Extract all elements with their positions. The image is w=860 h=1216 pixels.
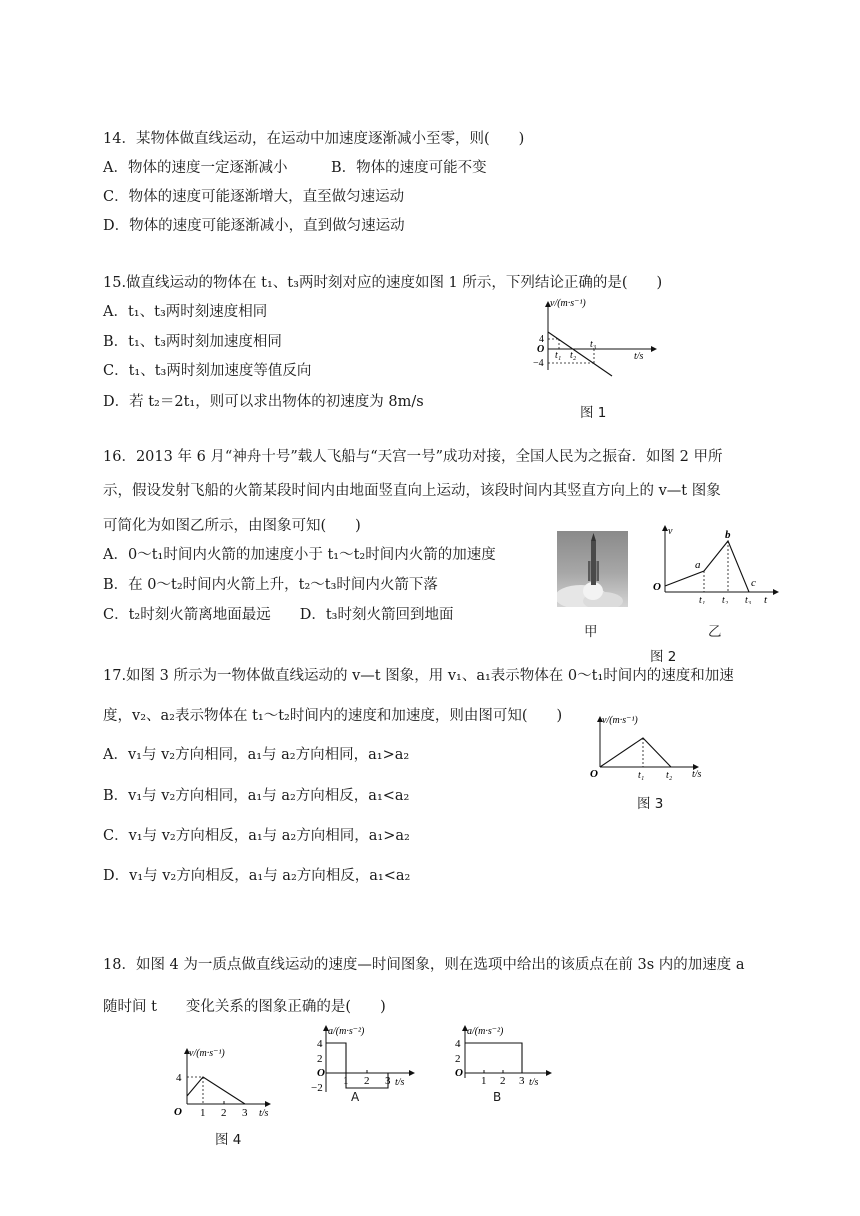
fig2-x-label: t bbox=[764, 594, 768, 604]
figB-x-tick-3: 3 bbox=[519, 1075, 525, 1087]
fig4-x-tick-3: 3 bbox=[242, 1107, 248, 1119]
fig1-t3: t₃ bbox=[590, 339, 597, 350]
acceleration-line bbox=[326, 1043, 388, 1088]
q17-option-d: D．v₁与 v₂方向相反，a₁与 a₂方向相反，a₁<a₂ bbox=[103, 868, 411, 884]
fig1-origin: O bbox=[537, 344, 545, 355]
q17-option-a: A．v₁与 v₂方向相同，a₁与 a₂方向相同，a₁>a₂ bbox=[103, 747, 410, 763]
q16-option-b: B．在 0～t₂时间内火箭上升，t₂～t₃时间内火箭下落 bbox=[103, 577, 438, 593]
fig4-origin: O bbox=[174, 1106, 182, 1118]
fig2-origin: O bbox=[653, 581, 661, 593]
q15-option-a: A．t₁、t₃两时刻速度相同 bbox=[103, 304, 268, 320]
q16-option-a: A．0～t₁时间内火箭的加速度小于 t₁～t₂时间内火箭的加速度 bbox=[103, 547, 496, 563]
figB-x-tick-1: 1 bbox=[481, 1075, 487, 1087]
fig2-t3: t₃ bbox=[745, 595, 752, 604]
q17-option-c: C．v₁与 v₂方向相反，a₁与 a₂方向相同，a₁>a₂ bbox=[103, 828, 410, 844]
q17-option-b: B．v₁与 v₂方向相同，a₁与 a₂方向相反，a₁<a₂ bbox=[103, 788, 410, 804]
velocity-line bbox=[187, 1077, 245, 1104]
fig3-x-label: t/s bbox=[692, 769, 702, 780]
figB-y-tick-2: 2 bbox=[455, 1053, 461, 1065]
fig1-t2: t₂ bbox=[570, 350, 577, 361]
option-b-at-graph bbox=[447, 1022, 565, 1092]
figure-4-caption: 图 4 bbox=[215, 1132, 242, 1148]
q15-stem: 15.做直线运动的物体在 t₁、t₃两时刻对应的速度如图 1 所示，下列结论正确的是( ) bbox=[103, 275, 663, 291]
q15-option-c: C．t₁、t₃两时刻加速度等值反向 bbox=[103, 363, 312, 379]
option-b-caption: B bbox=[493, 1090, 502, 1104]
fig1-x-label: t/s bbox=[634, 351, 644, 362]
figA-origin: O bbox=[317, 1067, 325, 1079]
rocket-photo bbox=[557, 531, 628, 607]
figB-origin: O bbox=[455, 1067, 463, 1079]
figure-2-vt-graph bbox=[648, 522, 782, 604]
figure-2-caption: 图 2 bbox=[650, 649, 677, 665]
option-a-caption: A bbox=[351, 1090, 360, 1104]
q14-option-c: C．物体的速度可能逐渐增大，直至做匀速运动 bbox=[103, 189, 405, 205]
fig4-x-tick-1: 1 bbox=[200, 1107, 206, 1119]
figure-2-left-label: 甲 bbox=[584, 624, 598, 640]
figA-x-label: t/s bbox=[395, 1077, 405, 1088]
q15-option-b: B．t₁、t₃两时刻加速度相同 bbox=[103, 334, 282, 350]
fig4-y-tick: 4 bbox=[176, 1072, 182, 1084]
figure-1-vt-graph bbox=[528, 296, 668, 378]
q18-stem-line-1: 18．如图 4 为一质点做直线运动的速度—时间图象，则在选项中给出的该质点在前 3s 内的加速度 a bbox=[103, 957, 745, 973]
q15-option-d: D．若 t₂＝2t₁，则可以求出物体的初速度为 8m/s bbox=[103, 394, 424, 410]
figure-3-vt-graph bbox=[586, 713, 716, 783]
fig3-origin: O bbox=[590, 768, 598, 780]
q16-stem-line-3: 可简化为如图乙所示，由图象可知( ) bbox=[103, 518, 361, 534]
figA-x-tick-2: 2 bbox=[364, 1075, 370, 1087]
figure-2-right-label: 乙 bbox=[708, 624, 722, 640]
fig2-t2: t₂ bbox=[722, 595, 729, 604]
fig2-point-a: a bbox=[695, 559, 701, 571]
figA-y-label: a/(m·s⁻²) bbox=[328, 1026, 365, 1037]
fig2-point-c: c bbox=[751, 577, 756, 589]
fig4-x-label: t/s bbox=[259, 1108, 269, 1119]
fig1-t1: t₁ bbox=[555, 350, 562, 361]
q18-stem-line-2: 随时间 t 变化关系的图象正确的是( ) bbox=[103, 999, 386, 1015]
fig2-point-b: b bbox=[725, 529, 731, 541]
figB-x-tick-2: 2 bbox=[500, 1075, 506, 1087]
fig1-y-label: v/(m·s⁻¹) bbox=[550, 298, 586, 309]
fig2-t1: t₁ bbox=[699, 595, 706, 604]
fig3-t2: t₂ bbox=[666, 770, 673, 781]
fig3-t1: t₁ bbox=[638, 770, 645, 781]
acceleration-line bbox=[465, 1043, 522, 1073]
fig3-y-label: v/(m·s⁻¹) bbox=[602, 715, 638, 726]
figA-y-tick-4: 4 bbox=[317, 1038, 323, 1050]
figure-4-vt-graph bbox=[170, 1045, 280, 1120]
figB-y-tick-4: 4 bbox=[455, 1038, 461, 1050]
figA-y-tick-neg2: −2 bbox=[311, 1082, 323, 1094]
q16-stem-line-2: 示，假设发射飞船的火箭某段时间内由地面竖直向上运动，该段时间内其竖直方向上的 v—t 图象 bbox=[103, 483, 721, 499]
option-a-at-graph bbox=[308, 1022, 426, 1106]
figB-y-label: a/(m·s⁻²) bbox=[467, 1026, 504, 1037]
fig4-y-label: v/(m·s⁻¹) bbox=[189, 1048, 225, 1059]
q14-option-d: D．物体的速度可能逐渐减小，直到做匀速运动 bbox=[103, 218, 405, 234]
q14-stem: 14．某物体做直线运动，在运动中加速度逐渐减小至零，则( ) bbox=[103, 131, 525, 147]
q17-stem-line-2: 度，v₂、a₂表示物体在 t₁～t₂时间内的速度和加速度，则由图可知( ) bbox=[103, 708, 563, 724]
q16-stem-line-1: 16．2013 年 6 月“神舟十号”载人飞船与“天宫一号”成功对接，全国人民为之振奋．如图 2 甲所 bbox=[103, 449, 723, 465]
fig1-tick-neg4: −4 bbox=[533, 358, 544, 369]
figure-1-caption: 图 1 bbox=[580, 405, 607, 421]
fig1-tick-4: 4 bbox=[539, 334, 544, 345]
fig2-y-label: v bbox=[668, 526, 673, 537]
velocity-line bbox=[665, 541, 749, 592]
fig4-x-tick-2: 2 bbox=[221, 1107, 227, 1119]
figure-3-caption: 图 3 bbox=[637, 796, 664, 812]
q17-stem-line-1: 17.如图 3 所示为一物体做直线运动的 v—t 图象，用 v₁、a₁表示物体在 0～t₁时间内的速度和加速 bbox=[103, 668, 734, 684]
velocity-line bbox=[600, 738, 671, 767]
figA-x-tick-3: 3 bbox=[385, 1075, 391, 1087]
q14-option-ab: A．物体的速度一定逐渐减小 B．物体的速度可能不变 bbox=[103, 160, 487, 176]
q16-option-cd: C．t₂时刻火箭离地面最远 D．t₃时刻火箭回到地面 bbox=[103, 607, 454, 623]
figA-x-tick-1: 1 bbox=[343, 1075, 349, 1087]
figB-x-label: t/s bbox=[529, 1077, 539, 1088]
figA-y-tick-2: 2 bbox=[317, 1053, 323, 1065]
